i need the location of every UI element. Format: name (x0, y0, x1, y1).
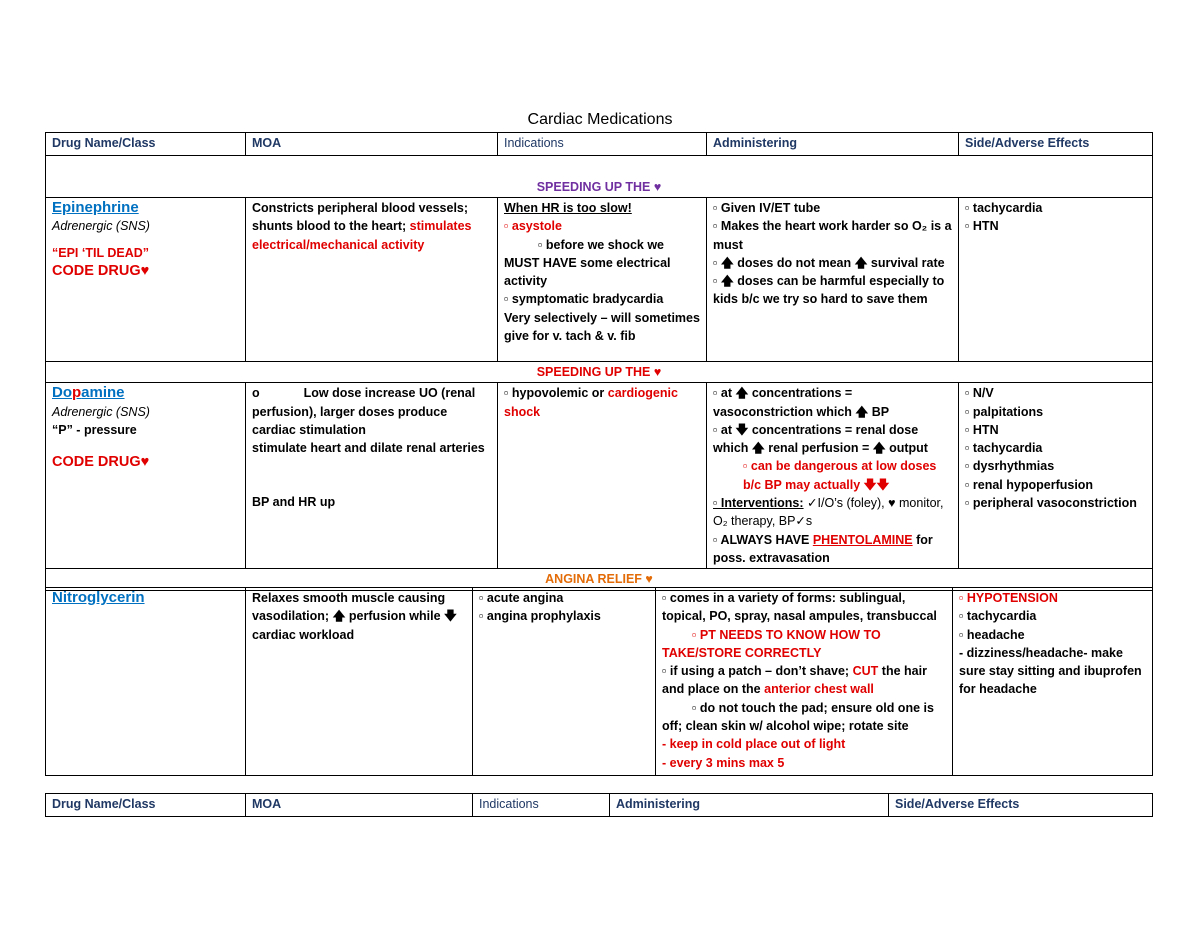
administering-cell-epinephrine: ▫ Given IV/ET tube ▫ Makes the heart work harder so O₂ is a must ▫ 🡅 doses do not mean 🡅 survival rate ▫ 🡅 doses can be harmful especially to kids b/c we try so hard to save them (707, 198, 959, 362)
administering-cell-nitroglycerin: ▫ comes in a variety of forms: sublingual, topical, PO, spray, nasal ampules, transbuccal ▫ PT NEEDS TO KNOW HOW TO TAKE/STORE CORRECTLY ▫ if using a patch – don’t shave; CUT the hair and place on the anterior chest wall ▫ do not touch the pad; ensure old one is off; clean skin w/ alcohol wipe; rotate site - keep in cold place out of light - every 3 mins max 5 (656, 588, 953, 776)
drug-cell-dopamine: Dopamine Adrenergic (SNS) “P” - pressure CODE DRUG♥ (46, 383, 246, 569)
table-row (46, 588, 1153, 776)
drug-cell-nitroglycerin (46, 588, 246, 776)
heart-icon: ♥ (645, 572, 653, 587)
section-speeding-up-1: SPEEDING UP THE ♥ (46, 156, 1153, 198)
heart-icon: ♥ (140, 454, 150, 471)
side-effects-cell-nitroglycerin: ▫ HYPOTENSION ▫ tachycardia ▫ headache - dizziness/headache- make sure stay sitting and ibuprofen for headache (953, 588, 1153, 776)
indications-cell-dopamine: ▫ hypovolemic or cardiogenic shock (498, 383, 707, 569)
header-drug-name: Drug Name/Class (46, 794, 246, 817)
header-moa: MOA (246, 133, 498, 156)
table-row (46, 198, 1153, 362)
heart-icon: ♥ (653, 365, 662, 379)
section-angina-relief: ANGINA RELIEF ♥ (46, 569, 1153, 590)
heart-icon: ♥ (140, 262, 150, 279)
drug-name-nitroglycerin[interactable]: Nitroglycerin (52, 589, 145, 606)
header-indications: Indications (498, 133, 707, 156)
medication-table-angina (45, 587, 1153, 776)
medication-table-2 (45, 793, 1153, 817)
drug-name-epinephrine[interactable]: Epinephrine (52, 199, 139, 216)
moa-cell-dopamine: o Low dose increase UO (renal perfusion), larger doses produce cardiac stimulation stimulate heart and dilate renal arteries BP and HR up (246, 383, 498, 569)
indications-cell-nitroglycerin: ▫ acute angina ▫ angina prophylaxis (473, 588, 656, 776)
header-side-effects: Side/Adverse Effects (959, 133, 1153, 156)
side-effects-cell-epinephrine: ▫ tachycardia ▫ HTN (959, 198, 1153, 362)
header-drug-name: Drug Name/Class (46, 133, 246, 156)
moa-cell-epinephrine: Constricts peripheral blood vessels; shunts blood to the heart; stimulates electrical/mechanical activity (246, 198, 498, 362)
moa-cell-nitroglycerin: Relaxes smooth muscle causing vasodilation; 🡅 perfusion while 🡇 cardiac workload (246, 588, 473, 776)
side-effects-cell-dopamine: ▫ N/V ▫ palpitations ▫ HTN ▫ tachycardia ▫ dysrhythmias ▫ renal hypoperfusion ▫ peripheral vasoconstriction (959, 383, 1153, 569)
medication-table (45, 132, 1153, 591)
administering-cell-dopamine: ▫ at 🡅 concentrations = vasoconstriction which 🡅 BP ▫ at 🡇 concentrations = renal dose which 🡅 renal perfusion = 🡅 output ▫ can be dangerous at low doses b/c BP may actually 🡇🡇 ▫ Interventions: ✓I/O’s (foley), ♥ monitor, O₂ therapy, BP✓s ▫ ALWAYS HAVE PHENTOLAMINE for poss. extravasation (707, 383, 959, 569)
header-side-effects: Side/Adverse Effects (889, 794, 1153, 817)
header-moa: MOA (246, 794, 473, 817)
page-title: Cardiac Medications (527, 111, 673, 128)
indications-cell-epinephrine: When HR is too slow! ▫ asystole ▫ before we shock we MUST HAVE some electrical activity ▫ symptomatic bradycardia Very selectively – will sometimes give for v. tach & v. fib (498, 198, 707, 362)
drug-cell-epinephrine: Epinephrine Adrenergic (SNS) “EPI ‘TIL DEAD” CODE DRUG♥ (46, 198, 246, 362)
header-indications: Indications (473, 794, 610, 817)
heart-icon: ♥ (653, 179, 662, 194)
header-administering: Administering (610, 794, 889, 817)
header-administering: Administering (707, 133, 959, 156)
drug-name-dopamine[interactable]: Dopamine (52, 384, 125, 402)
section-speeding-up-2: SPEEDING UP THE ♥ (46, 362, 1153, 383)
table-row (46, 383, 1153, 569)
